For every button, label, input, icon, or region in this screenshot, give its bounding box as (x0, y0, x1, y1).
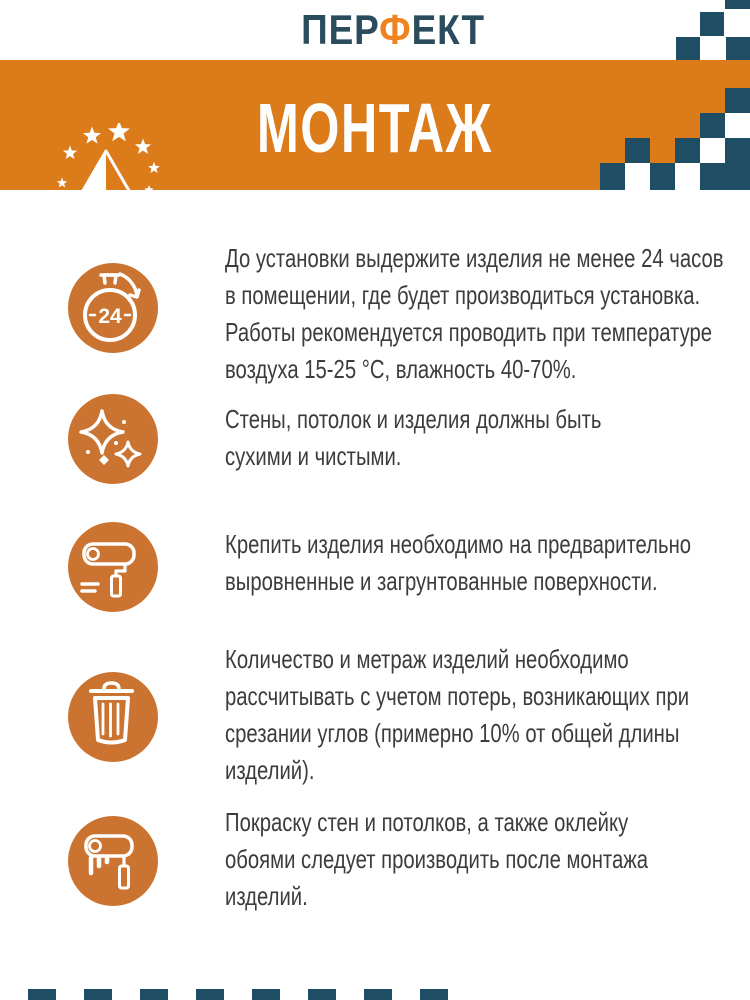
brand-suffix: ЕКТ (411, 6, 485, 53)
instruction-text-line: рассчитывать с учетом потерь, возникающих при (225, 681, 690, 711)
header (0, 0, 750, 60)
instruction-text-line: в помещении, где будет производиться установка. (225, 280, 701, 310)
checker-square (725, 0, 750, 9)
checker-square (675, 138, 700, 163)
checker-square (84, 989, 112, 1000)
instruction-text-line: изделий. (225, 881, 308, 911)
checker-square (675, 163, 700, 190)
instruction-text-line: изделий). (225, 755, 315, 785)
instruction-text-line: обоями следует производить после монтажа (225, 844, 649, 874)
checker-square (725, 113, 750, 138)
instruction-text-line: Количество и метраж изделий необходимо (225, 644, 629, 674)
checker-square (725, 88, 750, 113)
checker-square (196, 989, 224, 1000)
trash-bin-icon (68, 672, 158, 762)
sparkles-icon (68, 394, 158, 484)
page-title: МОНТАЖ (257, 89, 493, 167)
instruction-text-line: Покраску стен и потолков, а также оклейку (225, 807, 629, 837)
instruction-text-line: сухими и чистыми. (225, 441, 402, 471)
instruction-text-line: выровненные и загрунтованные поверхности. (225, 566, 658, 596)
checker-square (625, 138, 650, 163)
checker-square (725, 138, 750, 163)
instruction-text-line: воздуха 15-25 °С, влажность 40-70%. (225, 354, 577, 384)
instruction-text-line: Стены, потолок и изделия должны быть (225, 404, 602, 434)
brand-prefix: ПЕР (300, 6, 379, 53)
instruction-text-line: Крепить изделия необходимо на предварительно (225, 529, 692, 559)
title-banner (0, 60, 750, 190)
checker-square (700, 113, 725, 138)
paint-roller-drips-icon (68, 816, 158, 906)
checker-square (700, 12, 724, 36)
checker-square (28, 989, 56, 1000)
brand-accent-letter: Ф (378, 6, 412, 53)
checker-square (676, 37, 700, 60)
checker-square (364, 989, 392, 1000)
checker-square (140, 989, 168, 1000)
checker-square (252, 989, 280, 1000)
checker-square (650, 163, 675, 190)
instruction-text-line: срезании углов (примерно 10% от общей длины (225, 718, 680, 748)
checker-square (308, 989, 336, 1000)
checker-square (726, 37, 750, 60)
stopwatch-24-label: 24 (98, 305, 122, 328)
brand-logo-text (265, 6, 484, 54)
checker-square (625, 163, 650, 190)
stopwatch-24-icon (68, 263, 158, 353)
checker-square (700, 138, 725, 163)
checker-square (420, 989, 448, 1000)
instruction-text-line: До установки выдержите изделия не менее 24 часов (225, 243, 724, 273)
instruction-text-line: Работы рекомендуется проводить при температуре (225, 317, 713, 347)
paint-roller-icon (68, 522, 158, 612)
checker-square (700, 163, 750, 190)
checker-square (600, 163, 625, 190)
